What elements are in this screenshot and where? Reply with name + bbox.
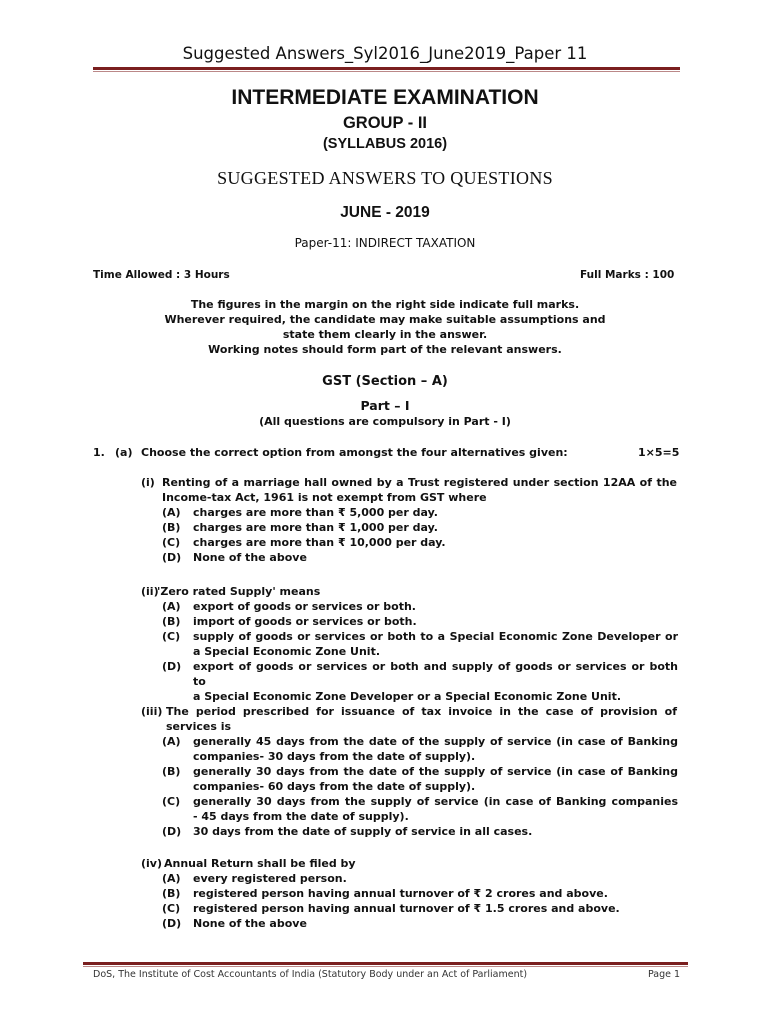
option-text: [193, 629, 678, 659]
item-stem: [162, 475, 677, 505]
paper-title: Paper-11: INDIRECT TAXATION: [294, 236, 476, 250]
option-text: [193, 659, 678, 704]
option-label: (B): [162, 615, 181, 628]
subtitle: SUGGESTED ANSWERS TO QUESTIONS: [217, 168, 553, 188]
part-title: Part – I: [360, 398, 410, 413]
option-text: charges are more than ₹ 5,000 per day.: [193, 506, 438, 519]
stem-line: Renting of a marriage hall owned by a Trust registered under section 12AA of the: [162, 476, 677, 489]
option-text: charges are more than ₹ 1,000 per day.: [193, 521, 438, 534]
option-text: [193, 734, 678, 764]
option-label: (D): [162, 917, 182, 930]
option-label: (D): [162, 551, 182, 564]
instruction-line: state them clearly in the answer.: [282, 328, 488, 341]
option-line: - 45 days from the date of supply).: [193, 810, 409, 823]
question-text: Choose the correct option from amongst the four alternatives given:: [141, 446, 568, 459]
stem-line: Income-tax Act, 1961 is not exempt from GST where: [162, 491, 487, 504]
option-text: registered person having annual turnover of ₹ 1.5 crores and above.: [193, 902, 620, 915]
footer-rule-thin: [83, 966, 688, 967]
section-title: GST (Section – A): [322, 374, 448, 389]
option-label: (A): [162, 735, 181, 748]
group-title: GROUP - II: [342, 114, 428, 132]
option-text: charges are more than ₹ 10,000 per day.: [193, 536, 446, 549]
full-marks: Full Marks : 100: [580, 269, 675, 281]
option-line: a Special Economic Zone Unit.: [193, 645, 381, 658]
option-text: 30 days from the date of supply of service in all cases.: [193, 825, 533, 838]
stem-line: 'Zero rated Supply' means: [157, 585, 321, 598]
option-line: generally 30 days from the date of the supply of service (in case of Banking: [193, 765, 678, 778]
option-text: [193, 794, 678, 824]
item-stem: [166, 704, 677, 734]
option-text: None of the above: [193, 551, 307, 564]
item-number: (iv): [141, 857, 162, 870]
running-header: Suggested Answers_Syl2016_June2019_Paper 11: [182, 44, 588, 63]
question-number: 1.: [93, 446, 105, 459]
part-note: (All questions are compulsory in Part - I): [259, 415, 511, 428]
option-label: (A): [162, 600, 181, 613]
stem-line: The period prescribed for issuance of tax invoice in the case of provision of: [166, 705, 677, 718]
option-label: (B): [162, 887, 181, 900]
item-stem: [157, 584, 677, 599]
option-text: import of goods or services or both.: [193, 615, 417, 628]
option-label: (B): [162, 765, 181, 778]
instructions: [0, 297, 770, 357]
instruction-line: Working notes should form part of the relevant answers.: [208, 343, 562, 356]
option-label: (A): [162, 506, 181, 519]
option-label: (D): [162, 825, 182, 838]
option-line: export of goods or services or both and supply of goods or services or both to: [193, 660, 678, 688]
stem-line: Annual Return shall be filed by: [164, 857, 356, 870]
item-stem: [164, 856, 677, 871]
instruction-line: The figures in the margin on the right side indicate full marks.: [190, 298, 580, 311]
question-sub: (a): [115, 446, 133, 459]
option-line: generally 45 days from the date of the supply of service (in case of Banking: [193, 735, 678, 748]
option-line: a Special Economic Zone Developer or a Special Economic Zone Unit.: [193, 690, 622, 703]
header-rule-thin: [93, 71, 680, 72]
option-label: (C): [162, 536, 181, 549]
option-line: supply of goods or services or both to a Special Economic Zone Developer or: [193, 630, 678, 643]
option-text: every registered person.: [193, 872, 347, 885]
option-label: (D): [162, 660, 182, 673]
item-number: (ii): [141, 585, 159, 598]
item-number: (iii): [141, 705, 163, 718]
syllabus-title: (SYLLABUS 2016): [322, 136, 448, 152]
stem-line: services is: [166, 720, 232, 733]
option-label: (A): [162, 872, 181, 885]
option-line: companies- 60 days from the date of supply).: [193, 780, 476, 793]
session-title: JUNE - 2019: [340, 204, 430, 221]
option-label: (C): [162, 902, 181, 915]
question-marks: 1×5=5: [638, 446, 680, 459]
instruction-line: Wherever required, the candidate may make suitable assumptions and: [164, 313, 606, 326]
footer-text: DoS, The Institute of Cost Accountants of India (Statutory Body under an Act of Parliament): [93, 969, 528, 980]
footer-rule: [83, 962, 688, 965]
option-label: (B): [162, 521, 181, 534]
option-text: registered person having annual turnover of ₹ 2 crores and above.: [193, 887, 608, 900]
option-text: None of the above: [193, 917, 307, 930]
option-label: (C): [162, 630, 181, 643]
page-number: Page 1: [648, 969, 681, 980]
exam-title: INTERMEDIATE EXAMINATION: [231, 86, 539, 109]
option-line: companies- 30 days from the date of supply).: [193, 750, 476, 763]
option-text: [193, 764, 678, 794]
option-text: export of goods or services or both.: [193, 600, 416, 613]
header-rule: [93, 67, 680, 70]
time-allowed: Time Allowed : 3 Hours: [93, 269, 230, 281]
option-line: generally 30 days from the supply of service (in case of Banking companies: [193, 795, 678, 808]
item-number: (i): [141, 476, 155, 489]
option-label: (C): [162, 795, 181, 808]
